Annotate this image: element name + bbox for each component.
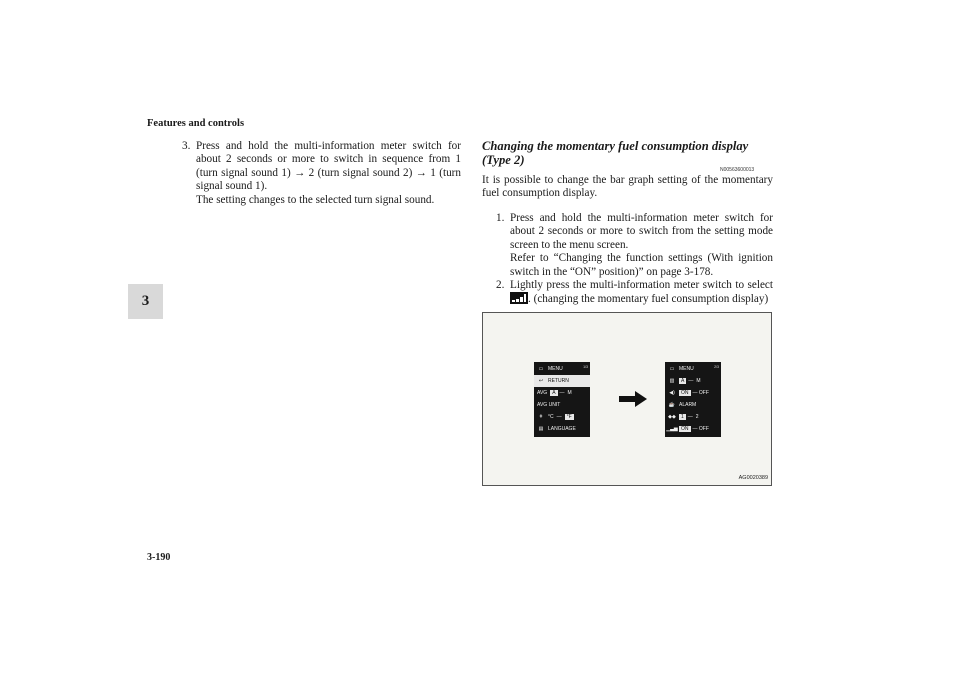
step-2 bbox=[496, 279, 773, 307]
step-number: 2. bbox=[496, 279, 505, 292]
step-text-after: . (changing the momentary fuel consumption display) bbox=[528, 293, 769, 306]
fuel-consumption-bar-icon bbox=[510, 292, 528, 304]
page-indicator: 2/3 bbox=[714, 365, 719, 369]
menu-row: ◀) ON — OFF bbox=[665, 387, 721, 399]
menu-figure bbox=[482, 312, 772, 486]
menu-row: ▁▃▅ ON — OFF bbox=[665, 423, 721, 435]
menu-screen-page-1 bbox=[534, 362, 590, 437]
right-column bbox=[496, 212, 773, 307]
menu-row: ǂ °C — °F bbox=[534, 411, 590, 423]
chapter-tab: 3 bbox=[128, 284, 163, 319]
step-number: 1. bbox=[496, 212, 505, 224]
sound-icon: ◀) bbox=[669, 390, 675, 396]
step-text-before: Lightly press the multi-information meter switch to select bbox=[510, 279, 773, 292]
toolbox-icon: ▭ bbox=[538, 366, 544, 372]
page-number: 3-190 bbox=[147, 552, 171, 563]
step-1 bbox=[496, 212, 773, 279]
right-arrow-icon bbox=[619, 391, 647, 407]
left-column bbox=[182, 140, 461, 207]
menu-row: ▥ A — M bbox=[665, 375, 721, 387]
figure-code: AG0020389 bbox=[738, 475, 768, 481]
step-text bbox=[510, 279, 773, 307]
toolbox-icon: ▭ bbox=[669, 366, 675, 372]
return-arrow-icon: ↩ bbox=[538, 378, 544, 384]
menu-screen-page-2 bbox=[665, 362, 721, 437]
step-text: Press and hold the multi-information meter switch for about 2 seconds or more to switch in sequence from 1 (turn signal sound 1) → 2 (turn signal sound 2) → 1 (turn signal sound 1). bbox=[196, 140, 461, 193]
step-3 bbox=[182, 140, 461, 207]
menu-row: ▭ MENU bbox=[534, 363, 590, 375]
running-header: Features and controls bbox=[147, 118, 245, 129]
turn-signal-icon: ◆◆ bbox=[668, 414, 676, 420]
menu-row-selected: ↩ RETURN bbox=[534, 375, 590, 387]
page-indicator: 1/3 bbox=[583, 365, 588, 369]
thermometer-icon: ǂ bbox=[539, 414, 543, 420]
step-text: Press and hold the multi-information meter switch for about 2 seconds or more to switch from the setting mode screen to the menu screen. bbox=[510, 212, 773, 251]
section-title: Changing the momentary fuel consumption display (Type 2) bbox=[482, 139, 749, 167]
menu-row: ◆◆ 1 — 2 bbox=[665, 411, 721, 423]
menu-row: AVG UNIT bbox=[537, 402, 561, 408]
section-intro: It is possible to change the bar graph setting of the momentary fuel consumption display. bbox=[482, 174, 773, 200]
menu-row: AVG A — M bbox=[537, 390, 572, 396]
section-code: N00563600013 bbox=[720, 167, 755, 173]
fuel-consumption-bar-icon: ▁▃▅ bbox=[666, 426, 678, 432]
step-text-result: The setting changes to the selected turn signal sound. bbox=[196, 193, 435, 206]
menu-row: ☕ ALARM bbox=[665, 399, 721, 411]
fuel-icon: ▥ bbox=[669, 378, 675, 384]
menu-row: ▭ MENU bbox=[665, 363, 721, 375]
step-number: 3. bbox=[182, 140, 191, 152]
step-reference: Refer to “Changing the function settings (With ignition switch in the “ON” position)” on page 3-178. bbox=[510, 252, 773, 278]
language-icon: ▤ bbox=[538, 426, 544, 432]
menu-row: ▤ LANGUAGE bbox=[534, 423, 590, 435]
coffee-cup-icon: ☕ bbox=[668, 402, 676, 408]
